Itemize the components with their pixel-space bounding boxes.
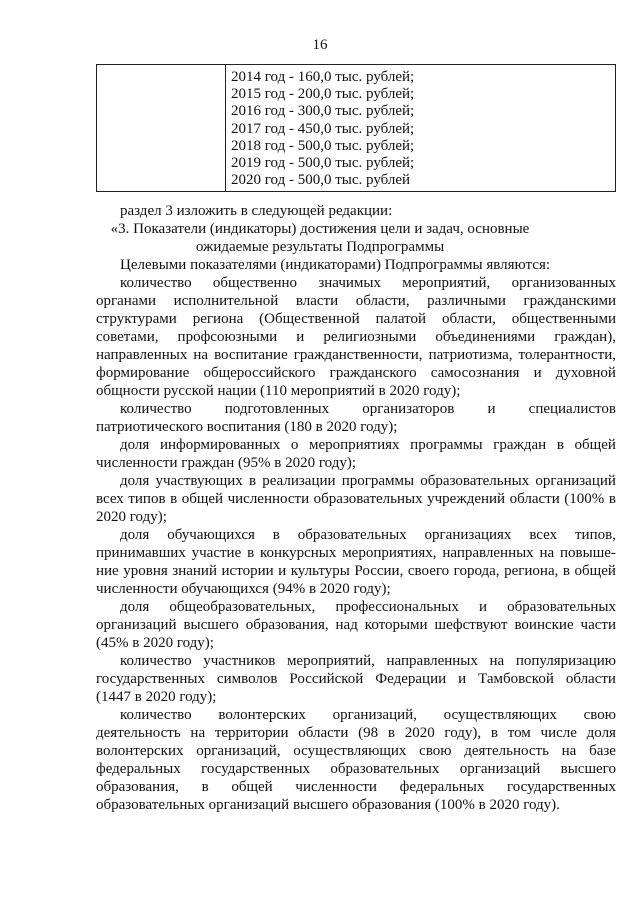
funding-line: 2020 год - 500,0 тыс. рублей — [231, 172, 411, 189]
word: типов — [128, 491, 166, 507]
line-text: (1447 в 2020 году); — [96, 689, 217, 705]
paragraph — [0, 652, 640, 706]
word: и — [533, 365, 542, 381]
line-text: 2020 году); — [96, 509, 167, 525]
paragraph — [0, 526, 640, 598]
text-line — [0, 616, 640, 634]
word: и — [296, 329, 305, 345]
word: ние — [96, 563, 119, 579]
text-line — [0, 742, 640, 760]
table-column-divider — [225, 65, 226, 191]
word: объединениями — [435, 329, 536, 345]
word: обучающихся — [167, 527, 255, 543]
line-text: ожидаемые результаты Подпрограммы — [195, 239, 445, 255]
word: мероприятий, — [286, 653, 375, 669]
word: повыше- — [560, 545, 616, 561]
text-line — [0, 238, 640, 256]
word: общероссийского — [203, 365, 316, 381]
word: направленных — [442, 545, 534, 561]
word: учреждений — [427, 491, 506, 507]
word: программы — [341, 473, 415, 489]
word: и — [278, 563, 287, 579]
word: высшего — [560, 761, 616, 777]
word: государственных — [201, 761, 311, 777]
paragraph — [0, 436, 640, 472]
text-line — [0, 490, 640, 508]
text-line — [0, 202, 640, 220]
word: том — [507, 725, 531, 741]
text-line — [0, 796, 640, 814]
word: воинские — [514, 617, 574, 633]
word: мероприятий, — [402, 275, 491, 291]
word: России, — [354, 563, 404, 579]
word: области, — [441, 311, 496, 327]
word: федеральных — [399, 779, 485, 795]
word: осуществляющих — [293, 743, 407, 759]
word: на — [561, 743, 577, 759]
word: количество — [120, 707, 192, 723]
text-line — [0, 688, 640, 706]
word: всех — [96, 491, 124, 507]
word: принимавших — [96, 545, 186, 561]
text-line — [0, 508, 640, 526]
word: году), — [444, 725, 482, 741]
word: общей — [574, 563, 616, 579]
word: (98 — [358, 725, 379, 741]
word: Российской — [289, 671, 364, 687]
text-line — [0, 418, 640, 436]
word: культуры — [290, 563, 350, 579]
word: в — [556, 437, 564, 453]
word: области — [509, 491, 560, 507]
word: в — [201, 779, 209, 795]
text-line — [0, 346, 640, 364]
line-text: общности русской нации (110 мероприятий в 2020 году); — [96, 383, 461, 399]
word: о — [290, 437, 299, 453]
word: на — [489, 653, 505, 669]
word: в — [248, 473, 257, 489]
funding-table — [96, 64, 616, 192]
word: уровня — [123, 563, 168, 579]
word: общеобразовательных, — [169, 599, 316, 615]
word: и — [478, 599, 487, 615]
word: области — [298, 725, 349, 741]
text-line — [0, 472, 640, 490]
word: 2020 — [404, 725, 435, 741]
text-line — [0, 310, 640, 328]
text-line — [0, 778, 640, 796]
word: государственных — [96, 671, 205, 687]
word: образования, — [96, 779, 179, 795]
word: и — [458, 671, 467, 687]
word: профессиональных — [335, 599, 459, 615]
word: численности — [295, 779, 377, 795]
word: базе — [589, 743, 616, 759]
word: организаций — [459, 761, 541, 777]
word: духовной — [555, 365, 616, 381]
word: на — [539, 545, 555, 561]
word: популяризацию — [515, 653, 616, 669]
word: числе — [540, 725, 577, 741]
word: участников — [203, 653, 276, 669]
word: участие — [191, 545, 242, 561]
word: направленных — [386, 653, 478, 669]
text-line — [0, 256, 640, 274]
text-line — [0, 634, 640, 652]
word: Тамбовской — [478, 671, 554, 687]
word: участвующих — [155, 473, 243, 489]
text-line — [0, 382, 640, 400]
text-line — [0, 220, 640, 238]
line-text: (45% в 2020 году); — [96, 635, 214, 651]
funding-line: 2019 год - 500,0 тыс. рублей; — [231, 155, 415, 172]
word: общей — [231, 779, 273, 795]
funding-line: 2015 год - 200,0 тыс. рублей; — [231, 86, 415, 103]
word: области, — [355, 293, 410, 309]
word: в — [272, 527, 280, 543]
word: государственных — [507, 779, 616, 795]
word: доля — [120, 599, 150, 615]
funding-amounts-cell — [231, 69, 414, 189]
word: и — [487, 401, 496, 417]
word: образовательных — [420, 473, 530, 489]
text-line — [0, 400, 640, 418]
text-line — [0, 526, 640, 544]
word: различными — [427, 293, 506, 309]
word: организациях — [424, 527, 512, 543]
word: численности — [227, 491, 310, 507]
line-text: численности граждан (95% в 2020 году); — [96, 455, 356, 471]
funding-line: 2018 год - 500,0 тыс. рублей; — [231, 137, 415, 154]
word: символов — [216, 671, 278, 687]
word: региона, — [504, 563, 559, 579]
word: волонтерских — [218, 707, 306, 723]
word: организованных — [511, 275, 616, 291]
word: доля — [120, 527, 150, 543]
word: в — [247, 545, 255, 561]
paragraph — [0, 202, 640, 220]
word: деятельность — [464, 743, 549, 759]
word: организаций, — [332, 707, 417, 723]
word: доля — [586, 725, 616, 741]
word: реализации — [262, 473, 336, 489]
word: в — [490, 725, 498, 741]
text-line — [0, 598, 640, 616]
word: организаций — [96, 617, 177, 633]
word: количество — [120, 653, 192, 669]
word: власти — [295, 293, 339, 309]
word: истории — [221, 563, 274, 579]
word: в — [562, 563, 570, 579]
text-line — [0, 580, 640, 598]
word: территории — [214, 725, 289, 741]
word: органами — [96, 293, 157, 309]
paragraph — [0, 220, 640, 256]
word: патриотизма, — [428, 347, 513, 363]
word: (100% — [564, 491, 605, 507]
word: общественными — [511, 311, 616, 327]
text-line — [0, 544, 640, 562]
document-body — [0, 202, 640, 814]
paragraph — [0, 400, 640, 436]
word: образования, — [245, 617, 329, 633]
word: подготовленных — [224, 401, 330, 417]
word: самосознания — [430, 365, 520, 381]
word: знаний — [172, 563, 217, 579]
word: организаций, — [196, 743, 281, 759]
line-text: «3. Показатели (индикаторы) достижения цели и задач, основные — [110, 221, 530, 237]
funding-line: 2014 год - 160,0 тыс. рублей; — [231, 69, 415, 85]
word: федеральных — [96, 761, 181, 777]
word: высшего — [183, 617, 239, 633]
text-line — [0, 562, 640, 580]
word: части — [580, 617, 616, 633]
line-text: численности обучающихся (94% в 2020 году); — [96, 581, 391, 597]
word: в — [608, 491, 616, 507]
paragraph — [0, 472, 640, 526]
text-line — [0, 274, 640, 292]
line-text: образовательных организаций высшего образования (100% в 2020 году). — [96, 797, 560, 813]
word: образовательных — [330, 761, 440, 777]
funding-line: 2016 год - 300,0 тыс. рублей; — [231, 103, 415, 120]
word: типов, — [574, 527, 616, 543]
word: волонтерских — [96, 743, 184, 759]
word: осуществляющих — [443, 707, 557, 723]
word: граждан — [493, 437, 547, 453]
word: советами, — [96, 329, 159, 345]
word: конкурсных — [259, 545, 337, 561]
word: толерантности, — [518, 347, 616, 363]
word: на — [190, 725, 206, 741]
word: мероприятиях — [308, 437, 400, 453]
text-line — [0, 706, 640, 724]
paragraph — [0, 598, 640, 652]
word: в — [387, 725, 395, 741]
word: образовательных — [313, 491, 423, 507]
word: профсоюзными — [177, 329, 278, 345]
word: на — [193, 347, 209, 363]
paragraph — [0, 706, 640, 814]
word: в — [170, 491, 178, 507]
word: (Общественной — [259, 311, 360, 327]
word: свою — [583, 707, 616, 723]
text-line — [0, 364, 640, 382]
text-line — [0, 328, 640, 346]
line-text: патриотического воспитания (180 в 2020 году); — [96, 419, 398, 435]
text-line — [0, 436, 640, 454]
word: образовательных — [297, 527, 407, 543]
word: палатой — [375, 311, 427, 327]
word: значимых — [318, 275, 381, 291]
word: над — [335, 617, 358, 633]
page-number: 16 — [312, 37, 328, 53]
word: доля — [120, 473, 150, 489]
word: деятельность — [96, 725, 181, 741]
word: программы — [410, 437, 483, 453]
word: региона — [192, 311, 244, 327]
line-text: раздел 3 изложить в следующей редакции: — [120, 203, 393, 219]
word: количество — [120, 401, 192, 417]
funding-line: 2017 год - 450,0 тыс. рублей; — [231, 120, 415, 137]
word: гражданственности, — [293, 347, 423, 363]
word: свою — [419, 743, 452, 759]
word: воспитание — [214, 347, 288, 363]
word: гражданскими — [523, 293, 616, 309]
word: Федерации — [375, 671, 447, 687]
word: специалистов — [528, 401, 616, 417]
word: общей — [181, 491, 224, 507]
text-line — [0, 670, 640, 688]
text-line — [0, 454, 640, 472]
word: организаторов — [362, 401, 455, 417]
word: которыми — [364, 617, 428, 633]
word: исполнительной — [173, 293, 279, 309]
word: общественно — [212, 275, 298, 291]
word: направленных — [96, 347, 188, 363]
word: организаций — [535, 473, 616, 489]
text-line — [0, 652, 640, 670]
word: общей — [574, 437, 616, 453]
word: доля — [120, 437, 150, 453]
paragraph — [0, 274, 640, 400]
word: граждан), — [554, 329, 616, 345]
line-text: Целевыми показателями (индикаторами) Подпрограммы являются: — [120, 257, 551, 273]
word: мероприятиях, — [342, 545, 437, 561]
word: шефствуют — [434, 617, 508, 633]
word: информированных — [159, 437, 281, 453]
word: количество — [120, 275, 192, 291]
word: формирование — [96, 365, 190, 381]
word: гражданского — [329, 365, 417, 381]
word: всех — [529, 527, 558, 543]
word: своего — [407, 563, 450, 579]
text-line — [0, 724, 640, 742]
word: области — [565, 671, 616, 687]
word: структурами — [96, 311, 177, 327]
text-line — [0, 760, 640, 778]
text-line — [0, 292, 640, 310]
word: города, — [453, 563, 500, 579]
word: религиозными — [323, 329, 417, 345]
paragraph — [0, 256, 640, 274]
word: образовательных — [507, 599, 616, 615]
